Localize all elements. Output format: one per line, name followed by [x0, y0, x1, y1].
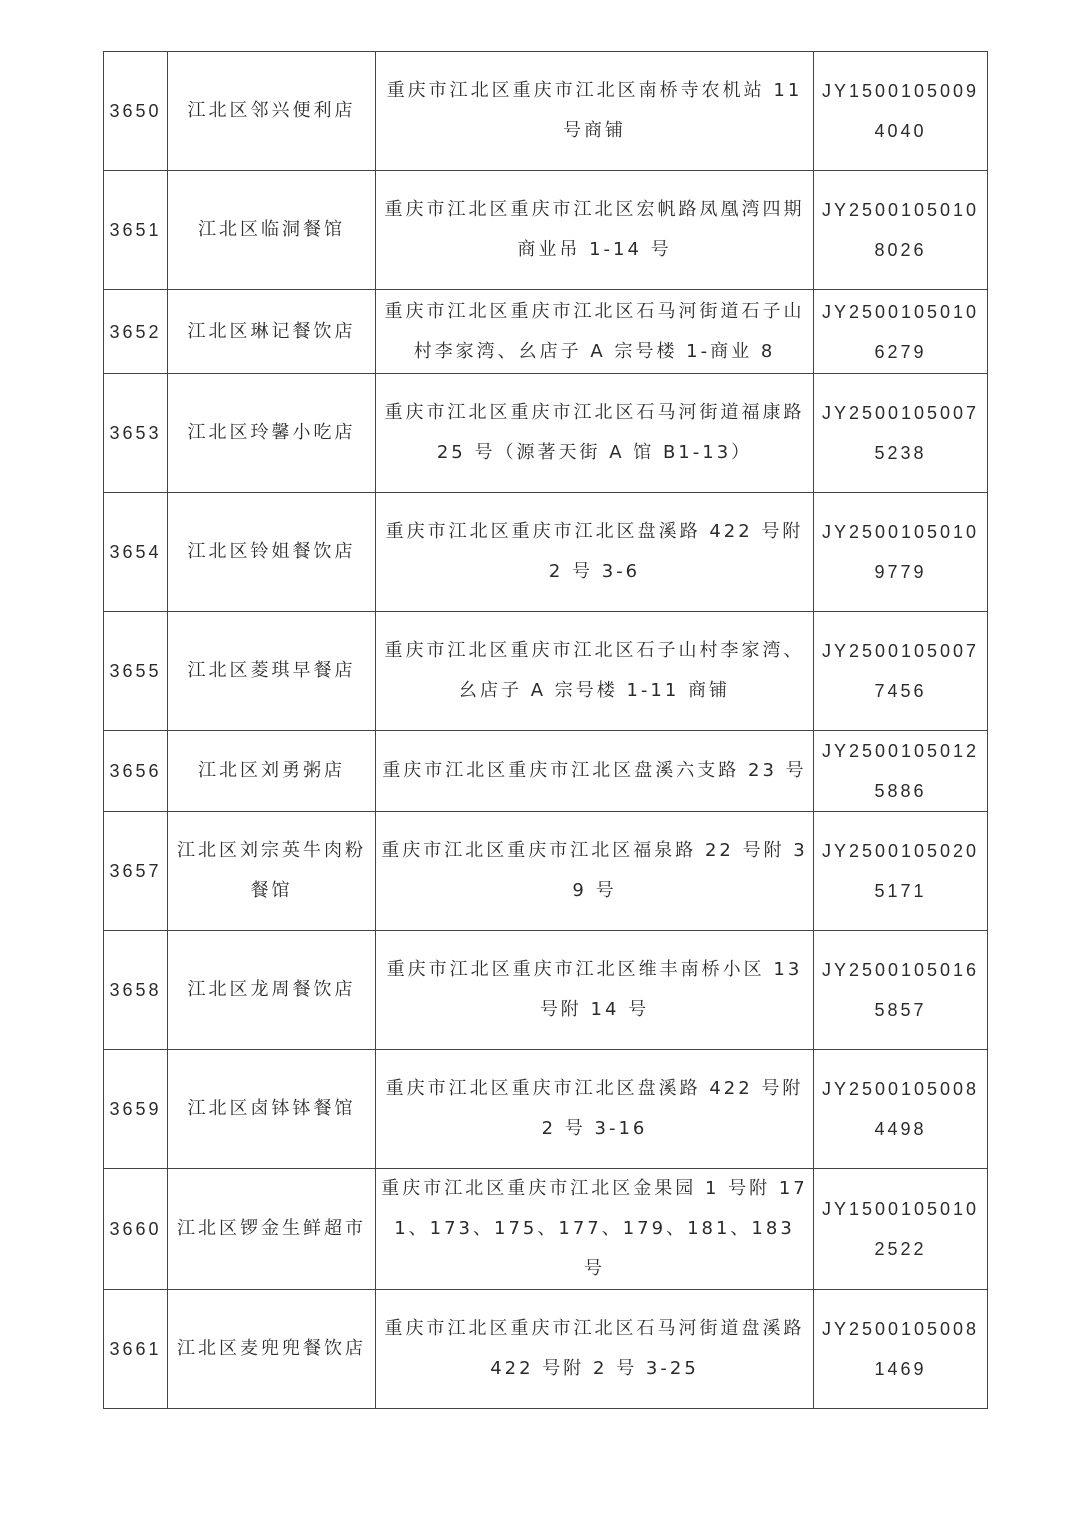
license-number: JY15001050094040 — [814, 52, 988, 171]
license-number: JY25001050081469 — [814, 1290, 988, 1409]
store-address: 重庆市江北区重庆市江北区石马河街道盘溪路 422 号附 2 号 3-25 — [376, 1290, 814, 1409]
store-address: 重庆市江北区重庆市江北区维丰南桥小区 13 号附 14 号 — [376, 931, 814, 1050]
store-name: 江北区锣金生鲜超市 — [168, 1169, 376, 1290]
row-number: 3658 — [104, 931, 168, 1050]
row-number: 3661 — [104, 1290, 168, 1409]
store-name: 江北区卤钵钵餐馆 — [168, 1050, 376, 1169]
table-row — [104, 290, 988, 374]
row-number: 3651 — [104, 171, 168, 290]
store-name: 江北区菱琪早餐店 — [168, 612, 376, 731]
row-number: 3653 — [104, 374, 168, 493]
store-address: 重庆市江北区重庆市江北区宏帆路凤凰湾四期商业吊 1-14 号 — [376, 171, 814, 290]
license-number: JY25001050205171 — [814, 812, 988, 931]
store-address: 重庆市江北区重庆市江北区福泉路 22 号附 39 号 — [376, 812, 814, 931]
store-address: 重庆市江北区重庆市江北区盘溪路 422 号附 2 号 3-6 — [376, 493, 814, 612]
store-address: 重庆市江北区重庆市江北区盘溪六支路 23 号 — [376, 731, 814, 812]
row-number: 3660 — [104, 1169, 168, 1290]
row-number: 3654 — [104, 493, 168, 612]
table-row — [104, 731, 988, 812]
table-row — [104, 171, 988, 290]
store-address: 重庆市江北区重庆市江北区盘溪路 422 号附 2 号 3-16 — [376, 1050, 814, 1169]
license-number: JY25001050106279 — [814, 290, 988, 374]
license-number: JY25001050077456 — [814, 612, 988, 731]
license-number: JY25001050108026 — [814, 171, 988, 290]
store-address: 重庆市江北区重庆市江北区南桥寺农机站 11 号商铺 — [376, 52, 814, 171]
row-number: 3659 — [104, 1050, 168, 1169]
table-row — [104, 52, 988, 171]
row-number: 3656 — [104, 731, 168, 812]
store-name: 江北区龙周餐饮店 — [168, 931, 376, 1050]
store-name: 江北区刘宗英牛肉粉餐馆 — [168, 812, 376, 931]
table-row — [104, 1169, 988, 1290]
table-row — [104, 612, 988, 731]
license-number: JY25001050109779 — [814, 493, 988, 612]
table-row — [104, 1290, 988, 1409]
table-row — [104, 493, 988, 612]
license-number: JY25001050165857 — [814, 931, 988, 1050]
license-table — [103, 51, 988, 1409]
store-name: 江北区麦兜兜餐饮店 — [168, 1290, 376, 1409]
store-address: 重庆市江北区重庆市江北区石马河街道石子山村李家湾、幺店子 A 宗号楼 1-商业 8 — [376, 290, 814, 374]
store-name: 江北区琳记餐饮店 — [168, 290, 376, 374]
store-address: 重庆市江北区重庆市江北区石马河街道福康路 25 号（源著天街 A 馆 B1-13） — [376, 374, 814, 493]
row-number: 3652 — [104, 290, 168, 374]
row-number: 3655 — [104, 612, 168, 731]
store-address: 重庆市江北区重庆市江北区石子山村李家湾、幺店子 A 宗号楼 1-11 商铺 — [376, 612, 814, 731]
license-table-body — [104, 52, 988, 1409]
store-name: 江北区临洞餐馆 — [168, 171, 376, 290]
license-number: JY25001050125886 — [814, 731, 988, 812]
store-name: 江北区刘勇粥店 — [168, 731, 376, 812]
store-name: 江北区玲馨小吃店 — [168, 374, 376, 493]
table-row — [104, 931, 988, 1050]
row-number: 3657 — [104, 812, 168, 931]
table-row — [104, 1050, 988, 1169]
license-number: JY25001050084498 — [814, 1050, 988, 1169]
license-number: JY25001050075238 — [814, 374, 988, 493]
store-name: 江北区铃姐餐饮店 — [168, 493, 376, 612]
table-row — [104, 374, 988, 493]
store-name: 江北区邻兴便利店 — [168, 52, 376, 171]
license-number: JY15001050102522 — [814, 1169, 988, 1290]
store-address: 重庆市江北区重庆市江北区金果园 1 号附 171、173、175、177、179、181、183 号 — [376, 1169, 814, 1290]
table-row — [104, 812, 988, 931]
row-number: 3650 — [104, 52, 168, 171]
